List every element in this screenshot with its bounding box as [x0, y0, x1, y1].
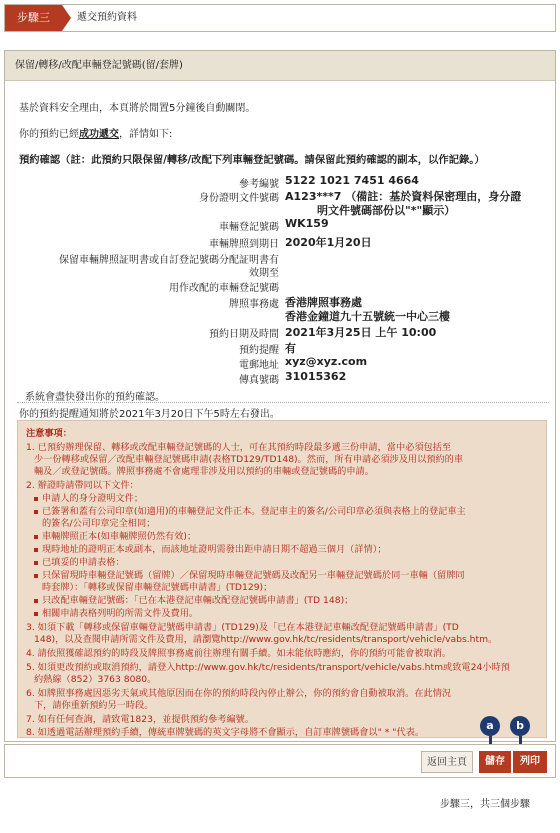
- label-id-no: 身份證明文件號碼: [199, 193, 279, 204]
- value-licence-expiry: 2020年1月20日: [285, 236, 372, 249]
- note-text: 申請人的身分證明文件；: [42, 493, 144, 504]
- step-title: 遞交預約資料: [77, 12, 137, 23]
- value-reminder: 有: [285, 342, 296, 355]
- label-reference-no: 參考編號: [239, 179, 279, 190]
- note-line: 2. 辦證時請帶同以下文件：: [26, 480, 139, 491]
- note-text: 已簽署和蓋有公司印章(如適用)的車輛登記文件正本。登記車主的簽名/公司印章必須與表格上的登記車主: [42, 506, 466, 517]
- bullet-icon: [34, 561, 38, 565]
- value-licensing-office: 香港牌照事務處: [285, 296, 362, 309]
- bullet-icon: [34, 548, 38, 552]
- note-line: [34, 541, 387, 555]
- notes-title: 注意事項：: [26, 428, 72, 439]
- value-id-no: A123***7 （備註：基於資料保密理由，身分證: [285, 190, 522, 203]
- note-text: 只保留現時車輛登記號碼（留牌）／保留現時車輛登記號碼及改配另一車輛登記號碼於同一車輛（留牌同: [42, 570, 465, 581]
- reminder-note: 你的預約提醒通知將於2021年3月20日下午5時左右發出。: [19, 409, 280, 420]
- value-office-address: 香港金鐘道九十五號統一中心三樓: [285, 310, 450, 323]
- booking-panel: [4, 50, 556, 742]
- note-line: 6. 如牌照事務處因惡劣天氣或其他原因而在你的預約時段內停止辦公，你的預約會自動被取消。在此情況: [26, 688, 452, 699]
- note-text: 相關申請表格列明的所需文件及費用。: [42, 608, 199, 619]
- submitted-post: ，詳情如下:: [119, 129, 173, 140]
- note-text: 車輛牌照正本(如車輛牌照仍然有效)；: [42, 531, 197, 542]
- divider: [17, 402, 549, 403]
- bullet-icon: [34, 510, 38, 514]
- note-line: 約熱線（852）3763 8080。: [34, 674, 157, 685]
- value-vehicle-reg-no: WK159: [285, 217, 329, 230]
- bullet-icon: [34, 535, 38, 539]
- confirm-heading: 預約確認（註：此預約只限保留/轉移/改配下列車輛登記號碼。請保留此預約確認的副本，以作記錄。）: [19, 154, 485, 166]
- save-button[interactable]: 儲存: [479, 751, 511, 773]
- note-line: 5. 如須更改預約或取消預約，請登入http://www.gov.hk/tc/residents/transport/vehicle/vabs.htm或致電24小時預: [26, 662, 510, 673]
- note-text: 只改配車輛登記號碼：「已在本港登記車輛改配登記號碼申請書」(TD 148)；: [42, 595, 354, 606]
- label-certificate-validity-2: 效期至: [249, 268, 279, 279]
- footer-bar: [4, 744, 556, 778]
- submitted-message: [19, 125, 172, 140]
- confirmation-sent-note: 系統會盡快發出你的預約確認。: [25, 392, 165, 403]
- label-licensing-office: 牌照事務處: [229, 299, 279, 310]
- note-line: 少一份轉移或保留／改配車輛登記號碼申請(表格TD129/TD148)。然而，所有申請必須涉及用以預約的車: [34, 454, 464, 465]
- label-email: 電郵地址: [239, 360, 279, 371]
- bullet-icon: [34, 497, 38, 501]
- note-line: 輛及／或登記號碼。牌照事務處不會處理非涉及用以預約的車輛或登記號碼的申請。: [34, 466, 374, 477]
- step-arrow-icon: [62, 5, 71, 31]
- note-text: 現時地址的證明正本或副本，而該地址證明需發出距申請日期不超過三個月（詳情）；: [42, 544, 387, 555]
- return-home-button[interactable]: 返回主頁: [421, 751, 473, 773]
- note-line: [34, 592, 353, 606]
- label-licence-expiry: 車輛牌照到期日: [209, 239, 279, 250]
- step-header: [4, 4, 556, 32]
- label-appointment-time: 預約日期及時間: [209, 329, 279, 340]
- note-line: 下，請你重新預約另一時段。: [34, 700, 154, 711]
- note-line: [34, 554, 125, 568]
- submitted-pre: 你的預約已經: [19, 129, 79, 140]
- bullet-icon: [34, 612, 38, 616]
- bullet-icon: [34, 599, 38, 603]
- step-count: 步驟三，共三個步驟: [440, 799, 530, 810]
- note-line: [34, 490, 143, 504]
- value-reference-no: 5122 1021 7451 4664: [285, 174, 419, 187]
- note-line: [34, 528, 196, 542]
- note-text: 已填妥的申請表格：: [42, 557, 125, 568]
- bullet-icon: [34, 574, 38, 578]
- note-line: 3. 如須下載「轉移或保留車輛登記號碼申請書」(TD129)及「已在本港登記車輛改配登記號碼申請書」(TD: [26, 622, 459, 633]
- label-fax: 傳真號碼: [239, 375, 279, 386]
- print-button[interactable]: 列印: [513, 751, 547, 773]
- note-line: 148)，以及查閱申請所需文件及費用，請瀏覽http://www.gov.hk/tc/residents/transport/vehicle/vabs.htm。: [34, 634, 498, 645]
- note-line: [34, 605, 198, 619]
- callout-a: a: [480, 716, 500, 736]
- label-vehicle-reg-no: 車輛登記號碼: [219, 222, 279, 233]
- value-fax: 31015362: [285, 370, 347, 383]
- label-reminder: 預約提醒: [239, 345, 279, 356]
- note-line: 4. 請依照獲確認預約的時段及牌照事務處前往辦理有關手續。如未能依時應約，你的預約可能會被取消。: [26, 648, 452, 659]
- notes-box: [17, 420, 547, 738]
- label-certificate-validity: 保留車輛牌照証明書或自訂登記號碼分配証明書有: [59, 255, 279, 266]
- value-email: xyz@xyz.com: [285, 355, 368, 368]
- panel-title: 保留/轉移/改配車輛登記號碼(留/套牌): [5, 51, 555, 81]
- note-line: 時套牌）：「轉移或保留車輛登記號碼申請書」(TD129)；: [42, 582, 273, 593]
- note-line: 7. 如有任何查詢，請致電1823，並提供預約參考編號。: [26, 714, 255, 725]
- callout-b: b: [510, 716, 530, 736]
- submitted-emphasis: 成功遞交: [79, 129, 119, 140]
- note-line: 8. 如透過電話辦理預約手續，傳統車牌號碼的英文字母將不會顯示，自訂車牌號碼會以" * "代表。: [26, 727, 425, 738]
- note-line: 1. 已預約辦理保留、轉移或改配車輛登記號碼的人士，可在其預約時段最多遞三份申請，當中必須包括至: [26, 442, 452, 453]
- note-line: 的簽名/公司印章完全相同；: [42, 518, 156, 529]
- step-badge: 步驟三: [5, 5, 62, 31]
- label-reassign-reg-no: 用作改配的車輛登記號碼: [169, 283, 279, 294]
- timeout-notice: 基於資料安全理由，本頁將於閒置5分鐘後自動關閉。: [19, 103, 256, 114]
- value-id-no-note: 明文件號碼部份以"*"顯示）: [317, 204, 456, 217]
- value-appointment-time: 2021年3月25日 上午 10:00: [285, 326, 437, 339]
